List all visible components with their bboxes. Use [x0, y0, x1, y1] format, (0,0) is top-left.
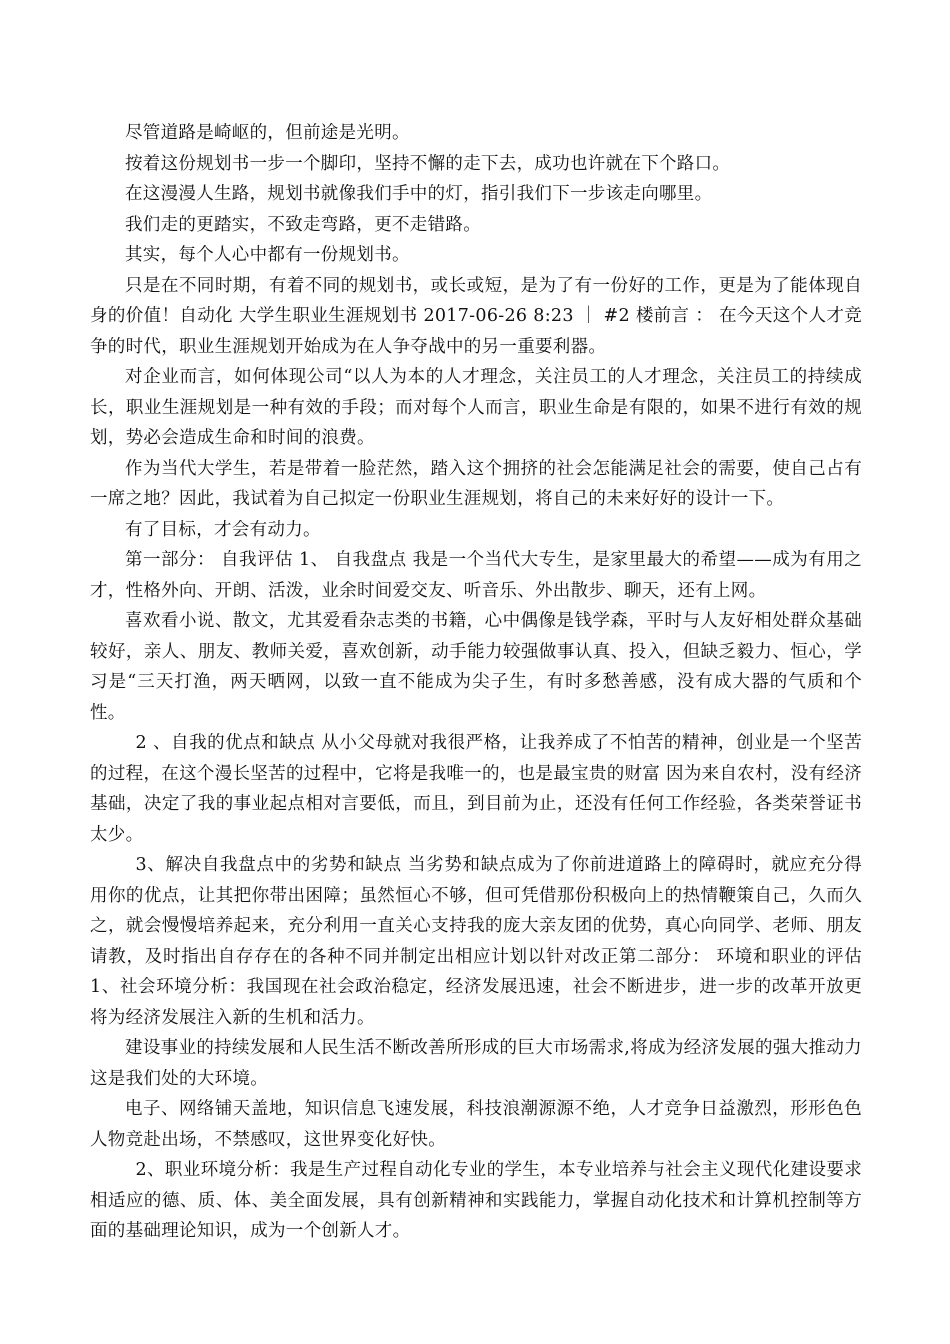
paragraph: 在这漫漫人生路，规划书就像我们手中的灯，指引我们下一步该走向哪里。 — [125, 184, 713, 204]
paragraph: 3、解决自我盘点中的劣势和缺点 当劣势和缺点成为了你前进道路上的障碍时，就应充分得用你的优点，让其把你带出困障；虽然恒心不够，但可凭借那份积极向上的热情鞭策自己，久而久之，就会慢慢培养起来，充分利用一直关心支持我的庞大亲友团的优势，真心向同学、老师、朋友请教，及时指出自存存在的各种不同并制定出相应计划以针对改正第二部分： 环境和职业的评估 1、社会环境分析：我国现在社会政治稳定，经济发展迅速，社会不断进步，进一步的改革开放更将为经济发展注入新的生机和活力。 — [90, 855, 862, 1028]
paragraph: 第一部分： 自我评估 1、 自我盘点 我是一个当代大专生，是家里最大的希望——成为有用之才，性格外向、开朗、活泼，业余时间爱交友、听音乐、外出散步、聊天，还有上网。 — [90, 550, 862, 601]
paragraph: 建设事业的持续发展和人民生活不断改善所形成的巨大市场需求,将成为经济发展的强大推动力这是我们处的大环境。 — [90, 1038, 862, 1089]
paragraph: 只是在不同时期，有着不同的规划书，或长或短，是为了有一份好的工作，更是为了能体现自身的价值！自动化 大学生职业生涯规划书 2017-06-26 8:23 ｜ #2 楼前言 ： 在今天这个人才竞争的时代，职业生涯规划开始成为在人争夺战中的另一重要利器。 — [90, 275, 862, 357]
paragraph: 按着这份规划书一步一个脚印，坚持不懈的走下去，成功也许就在下个路口。 — [125, 153, 731, 174]
paragraph: 2、职业环境分析：我是生产过程自动化专业的学生，本专业培养与社会主义现代化建设要求相适应的德、质、体、美全面发展，具有创新精神和实践能力，掌握自动化技术和计算机控制等方面的基础理论知识，成为一个创新人才。 — [90, 1160, 862, 1241]
paragraph: 作为当代大学生，若是带着一脸茫然，踏入这个拥挤的社会怎能满足社会的需要，使自己占有一席之地？因此，我试着为自己拟定一份职业生涯规划，将自己的未来好好的设计一下。 — [90, 458, 862, 509]
paragraph: 电子、网络铺天盖地，知识信息飞速发展，科技浪潮源源不绝，人才竞争日益激烈，形形色色人物竞赴出场，不禁感叹，这世界变化好快。 — [90, 1099, 862, 1150]
paragraph: 对企业而言，如何体现公司“以人为本的人才理念，关注员工的人才理念，关注员工的持续成长，职业生涯规划是一种有效的手段；而对每个人而言，职业生命是有限的，如果不进行有效的规划，势必会造成生命和时间的浪费。 — [90, 367, 862, 448]
paragraph: 有了目标，才会有动力。 — [125, 519, 321, 540]
paragraph: 喜欢看小说、散文，尤其爱看杂志类的书籍，心中偶像是钱学森，平时与人友好相处群众基础较好，亲人、朋友、教师关爱，喜欢创新，动手能力较强做事认真、投入，但缺乏毅力、恒心，学习是“三天打渔，两天晒网，以致一直不能成为尖子生，有时多愁善感，没有成大器的气质和个性。 — [90, 611, 862, 723]
paragraph: 我们走的更踏实，不致走弯路，更不走错路。 — [125, 214, 481, 235]
paragraph: 2 、自我的优点和缺点 从小父母就对我很严格，让我养成了不怕苦的精神，创业是一个坚苦的过程，在这个漫长坚苦的过程中，它将是我唯一的，也是最宝贵的财富 因为来自农村，没有经济基础，决定了我的事业起点相对言要低，而且，到目前为止，还没有任何工作经验，各类荣誉证书太少。 — [90, 733, 862, 845]
document-body — [90, 118, 862, 1247]
paragraph: 尽管道路是崎岖的，但前途是光明。 — [125, 123, 410, 143]
paragraph: 其实，每个人心中都有一份规划书。 — [125, 245, 410, 265]
